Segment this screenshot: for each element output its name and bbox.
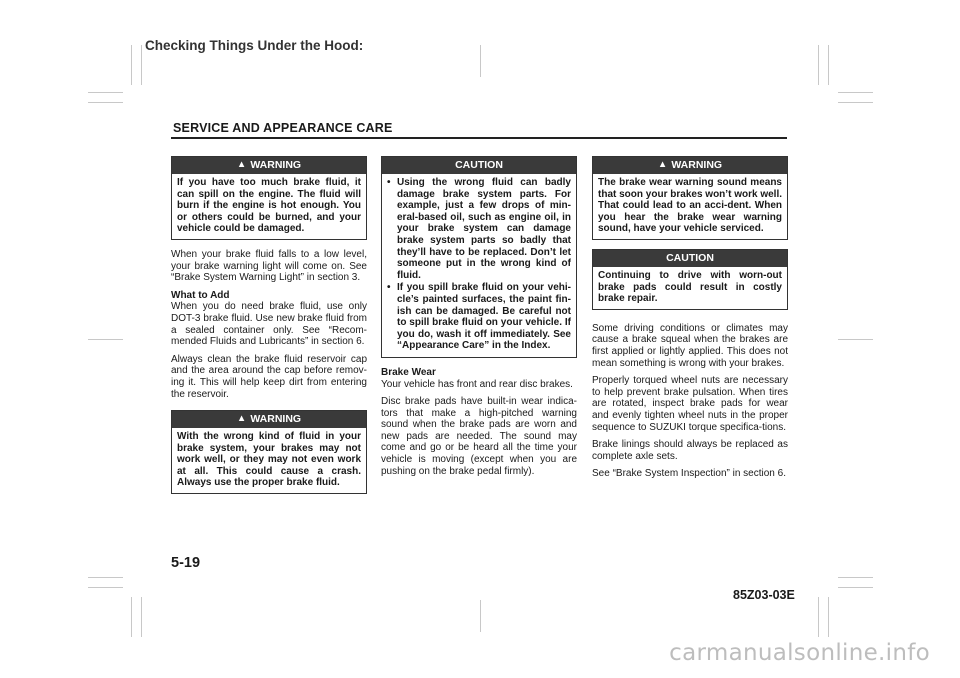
crop-mark: [88, 102, 123, 103]
paragraph: Your vehicle has front and rear disc brakes.: [381, 378, 573, 390]
crop-mark: [818, 597, 819, 637]
crop-mark: [838, 577, 873, 578]
top-title: Checking Things Under the Hood:: [145, 38, 364, 53]
section-heading: What to Add: [171, 289, 230, 301]
warning-triangle-icon: ▲: [657, 159, 668, 170]
paragraph: When your brake fluid falls to a low level, your brake warning light will come on. See “Brake System Warning Light” in section 3.: [171, 248, 367, 284]
paragraph: Disc brake pads have built-in wear indica-tors that make a high-pitched warning sound when the brake pads are worn and new pads are needed. The sound may come and go or be heard all the time your vehicle is moving (except when you are pushing on the brake pedal firmly).: [381, 396, 577, 477]
caution-list: [387, 177, 571, 352]
paragraph: When you do need brake fluid, use only DOT-3 brake fluid. Use new brake fluid from a sealed container only. See “Recom-mended Fluids and Lubricants” in section 6.: [171, 301, 367, 348]
paragraph: Brake linings should always be replaced as complete axle sets.: [592, 439, 788, 462]
caution-box: [381, 156, 577, 358]
warning-label: WARNING: [250, 159, 302, 171]
crop-mark: [838, 102, 873, 103]
crop-mark: [838, 587, 873, 588]
caution-text: Continuing to drive with worn-out brake pads could result in costly brake repair.: [598, 269, 782, 305]
header-rule: [171, 137, 787, 139]
warning-box: [171, 156, 367, 240]
caution-header: CAUTION: [593, 250, 787, 267]
crop-mark: [131, 597, 132, 637]
warning-text: With the wrong kind of fluid in your brake system, your brakes may not work well, or they may not even work at all. This could cause a crash. Always use the proper brake fluid.: [177, 431, 361, 489]
crop-mark: [141, 597, 142, 637]
column-3: [592, 156, 788, 486]
caution-body: [382, 174, 576, 357]
warning-header: [172, 157, 366, 174]
warning-triangle-icon: ▲: [236, 413, 247, 425]
warning-text: The brake wear warning sound means that soon your brakes won’t work well. That could lead to an acci-dent. When you hear the brake wear warning sound, have your vehicle serviced.: [598, 177, 782, 235]
section-title: SERVICE AND APPEARANCE CARE: [173, 121, 393, 135]
crop-mark: [88, 92, 123, 93]
warning-label: WARNING: [250, 413, 302, 426]
crop-mark: [141, 45, 142, 85]
crop-mark: [88, 587, 123, 588]
crop-mark: [88, 339, 123, 340]
paragraph: Always clean the brake fluid reservoir cap and the area around the cap before remov-ing it. This will help keep dirt from entering the reservoir.: [171, 353, 367, 400]
paragraph: See “Brake System Inspection” in section 6.: [592, 468, 786, 480]
column-2: [381, 156, 577, 483]
column-1: [171, 156, 367, 503]
crop-mark: [131, 45, 132, 85]
warning-triangle-icon: ▲: [236, 159, 247, 170]
crop-mark: [818, 45, 819, 85]
warning-box: [171, 410, 367, 494]
crop-mark: [838, 339, 873, 340]
watermark: carmanualsonline.info: [669, 640, 930, 666]
crop-mark: [838, 92, 873, 93]
crop-mark: [828, 597, 829, 637]
warning-box: [592, 156, 788, 240]
warning-label: WARNING: [671, 159, 723, 171]
paragraph: Some driving conditions or climates may cause a brake squeal when the brakes are first applied or lightly applied. This does not mean something is wrong with your brakes.: [592, 322, 788, 369]
crop-mark: [480, 600, 481, 632]
paragraph: Properly torqued wheel nuts are necessary to help prevent brake pulsation. When tires are rotated, inspect brake pads for wear and evenly tighten wheel nuts in the proper sequence to SUZUKI torque specifica-tions.: [592, 375, 788, 433]
caution-box: [592, 249, 788, 310]
caution-item: • Using the wrong fluid can badly damage brake system parts. For example, just a few drops of min-eral-based oil, such as engine oil, in your brake system can damage brake system parts so badly that they’ll have to be replaced. Don’t let someone put in the wrong kind of fluid.: [387, 177, 571, 281]
caution-header: CAUTION: [382, 157, 576, 174]
warning-text: If you have too much brake fluid, it can spill on the engine. The fluid will burn if the engine is hot enough. You or others could be burned, and your vehicle could be damaged.: [177, 177, 361, 235]
crop-mark: [480, 45, 481, 77]
page-number: 5-19: [171, 555, 201, 571]
crop-mark: [828, 45, 829, 85]
warning-header: [593, 157, 787, 174]
caution-item: • If you spill brake fluid on your vehi-cle’s painted surfaces, the paint fin-ish can be damaged. Be careful not to spill brake fluid on your vehicle. If you do, wash it off immediately. See “Appearance Care” in the Index.: [387, 282, 571, 352]
crop-mark: [88, 577, 123, 578]
section-heading: Brake Wear: [381, 366, 436, 378]
warning-header: [172, 411, 366, 428]
document-code: 85Z03-03E: [733, 588, 795, 602]
